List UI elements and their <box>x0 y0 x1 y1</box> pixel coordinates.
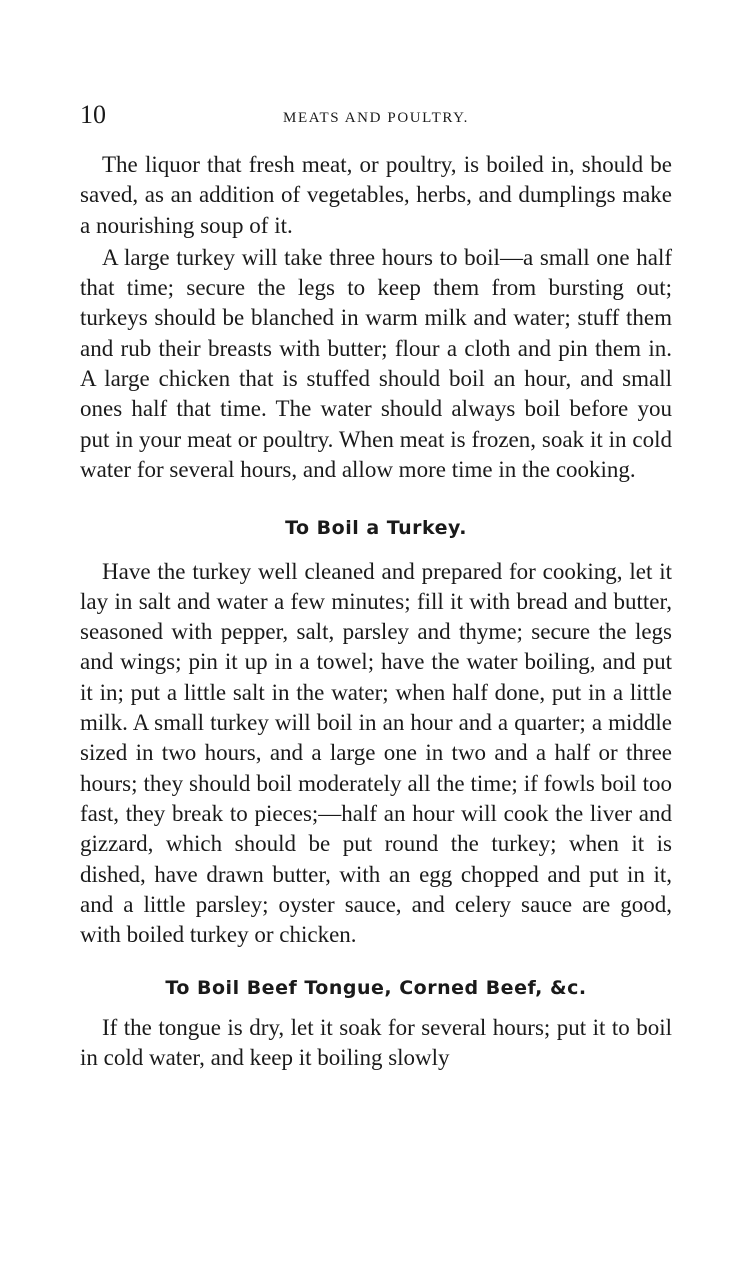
page-header <box>80 100 672 136</box>
section-title-boil-beef-tongue: To Boil Beef Tongue, Corned Beef, &c. <box>165 977 587 1000</box>
page-body <box>80 150 672 1073</box>
paragraph-boil-beef-tongue: If the tongue is dry, let it soak for several hours; put it to boil in cold water, and keep it boiling slowly <box>80 1014 672 1071</box>
page-number: 10 <box>80 100 106 129</box>
paragraph-turkey-boiling-times: A large turkey will take three hours to boil—a small one half that time; secure the legs to keep them from bursting out; turkeys should be blanched in warm milk and water; stuff them and rub their breasts with butter; flour a cloth and pin them in. A large chicken that is stuffed should boil an hour, and small ones half that time. The water should always boil before you put in your meat or poultry. When meat is frozen, soak it in cold water for several hours, and allow more time in the cooking. <box>80 244 672 482</box>
paragraph-boiled-liquor: The liquor that fresh meat, or poultry, is boiled in, should be saved, as an addition of vegetables, herbs, and dumplings make a nourishing soup of it. <box>80 152 672 238</box>
running-title: MEATS AND POULTRY. <box>283 110 469 126</box>
section-title-boil-turkey: To Boil a Turkey. <box>285 517 467 540</box>
paragraph-boil-turkey: Have the turkey well cleaned and prepared for cooking, let it lay in salt and water a few minutes; fill it with bread and butter, seasoned with pepper, salt, parsley and thyme; secure the legs and wings; pin it up in a towel; have the water boiling, and put it in; put a little salt in the water; when half done, put in a little milk. A small turkey will boil in an hour and a quarter; a middle sized in two hours, and a large one in two and a half or three hours; they should boil moderately all the time; if fowls boil too fast, they break to pieces;—half an hour will cook the liver and gizzard, which should be put round the turkey; when it is dished, have drawn butter, with an egg chopped and put in it, and a little parsley; oyster sauce, and celery sauce are good, with boiled turkey or chicken. <box>80 558 672 948</box>
